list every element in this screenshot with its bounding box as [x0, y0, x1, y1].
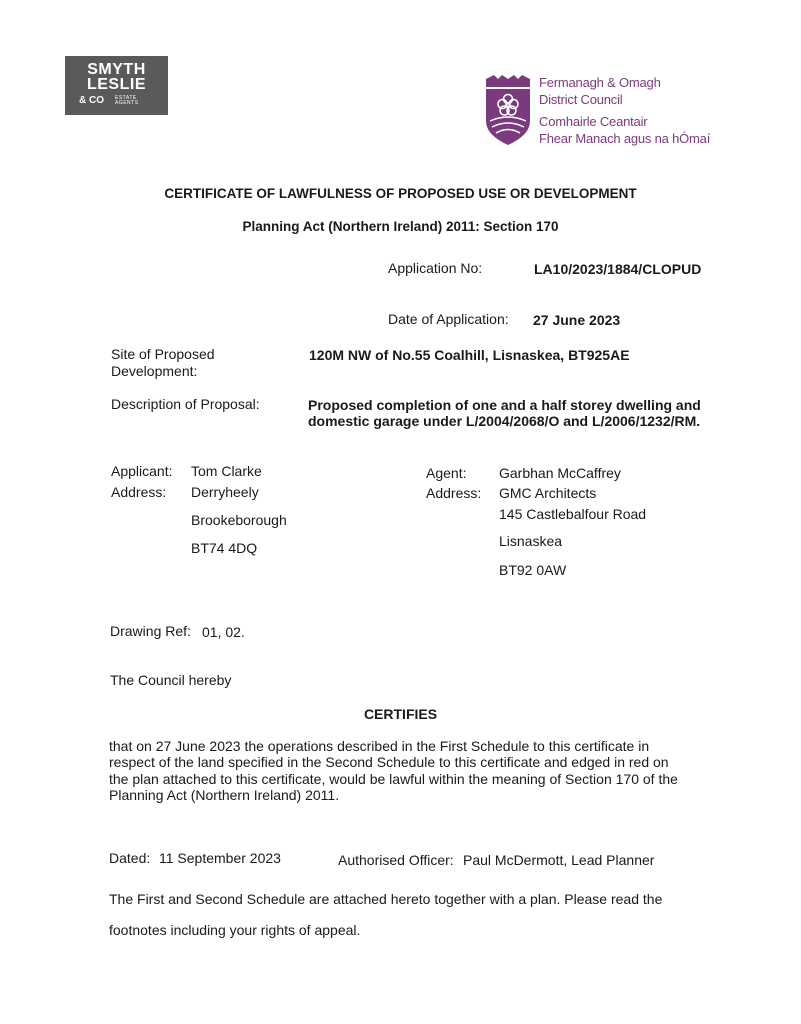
council-name-en-2: District Council: [539, 92, 623, 107]
agent-address-line3: Lisnaskea: [499, 533, 563, 549]
body-line1: that on 27 June 2023 the operations described in the First Schedule to this certificate in: [109, 738, 650, 754]
application-no-value: LA10/2023/1884/CLOPUD: [534, 261, 702, 277]
council-hereby-text: The Council hereby: [110, 672, 232, 688]
site-label-line2: Development:: [111, 363, 198, 379]
agent-name: Garbhan McCaffrey: [499, 465, 621, 481]
agent-address-label: Address:: [426, 485, 482, 501]
agency-logo-line3: & CO: [79, 95, 104, 106]
body-line3: the plan attached to this certificate, would be lawful within the meaning of Section 170 of the: [109, 771, 678, 787]
date-of-application-value: 27 June 2023: [533, 312, 621, 328]
certifies-heading: CERTIFIES: [363, 706, 438, 722]
dated-value: 11 September 2023: [159, 850, 281, 866]
applicant-address-line1: Derryheely: [191, 484, 259, 500]
agent-address-line2: 145 Castlebalfour Road: [499, 506, 647, 522]
document-subtitle: Planning Act (Northern Ireland) 2011: Section 170: [242, 219, 559, 234]
description-label: Description of Proposal:: [111, 396, 260, 412]
body-line2: respect of the land specified in the Second Schedule to this certificate and edged in red on: [109, 754, 669, 770]
agency-tag-estate: ESTATE: [115, 95, 137, 101]
council-name-ga-1: Comhairle Ceantair: [539, 114, 648, 129]
application-no-label: Application No:: [388, 260, 483, 276]
applicant-address-line2: Brookeborough: [191, 512, 287, 528]
body-line4: Planning Act (Northern Ireland) 2011.: [109, 787, 340, 803]
agent-address-line4: BT92 0AW: [499, 562, 567, 578]
applicant-address-label: Address:: [111, 484, 167, 500]
agency-logo-line2: LESLIE: [86, 76, 146, 93]
agent-address-line1: GMC Architects: [499, 485, 597, 501]
drawing-ref-label: Drawing Ref:: [110, 623, 191, 639]
agent-label: Agent:: [426, 465, 467, 481]
applicant-name: Tom Clarke: [191, 463, 262, 479]
footer-line1: The First and Second Schedule are attached hereto together with a plan. Please read the: [109, 891, 663, 907]
description-line1: Proposed completion of one and a half storey dwelling and: [308, 397, 701, 413]
agency-tag-agents: AGENTS: [115, 100, 139, 106]
council-name-ga-2: Fhear Manach agus na hÓmaí: [539, 131, 711, 146]
authorised-officer-label: Authorised Officer:: [338, 852, 454, 868]
document-title: CERTIFICATE OF LAWFULNESS OF PROPOSED USE OR DEVELOPMENT: [164, 186, 637, 201]
site-label-line1: Site of Proposed: [111, 346, 215, 362]
drawing-ref-value: 01, 02.: [202, 624, 245, 640]
agency-logo-line1: SMYTH: [87, 61, 146, 78]
agency-logo: [65, 56, 168, 115]
dated-label: Dated:: [109, 850, 151, 866]
authorised-officer-value: Paul McDermott, Lead Planner: [463, 852, 655, 868]
council-name-en-1: Fermanagh & Omagh: [539, 75, 661, 90]
applicant-label: Applicant:: [111, 463, 173, 479]
agency-logo-tagline: [115, 96, 139, 106]
description-line2: domestic garage under L/2004/2068/O and L/2006/1232/RM.: [308, 413, 701, 429]
site-value: 120M NW of No.55 Coalhill, Lisnaskea, BT925AE: [309, 347, 630, 363]
council-crest-icon: [484, 73, 532, 148]
footer-line2: footnotes including your rights of appeal.: [109, 922, 361, 938]
date-of-application-label: Date of Application:: [388, 311, 509, 327]
applicant-address-line3: BT74 4DQ: [191, 540, 258, 556]
